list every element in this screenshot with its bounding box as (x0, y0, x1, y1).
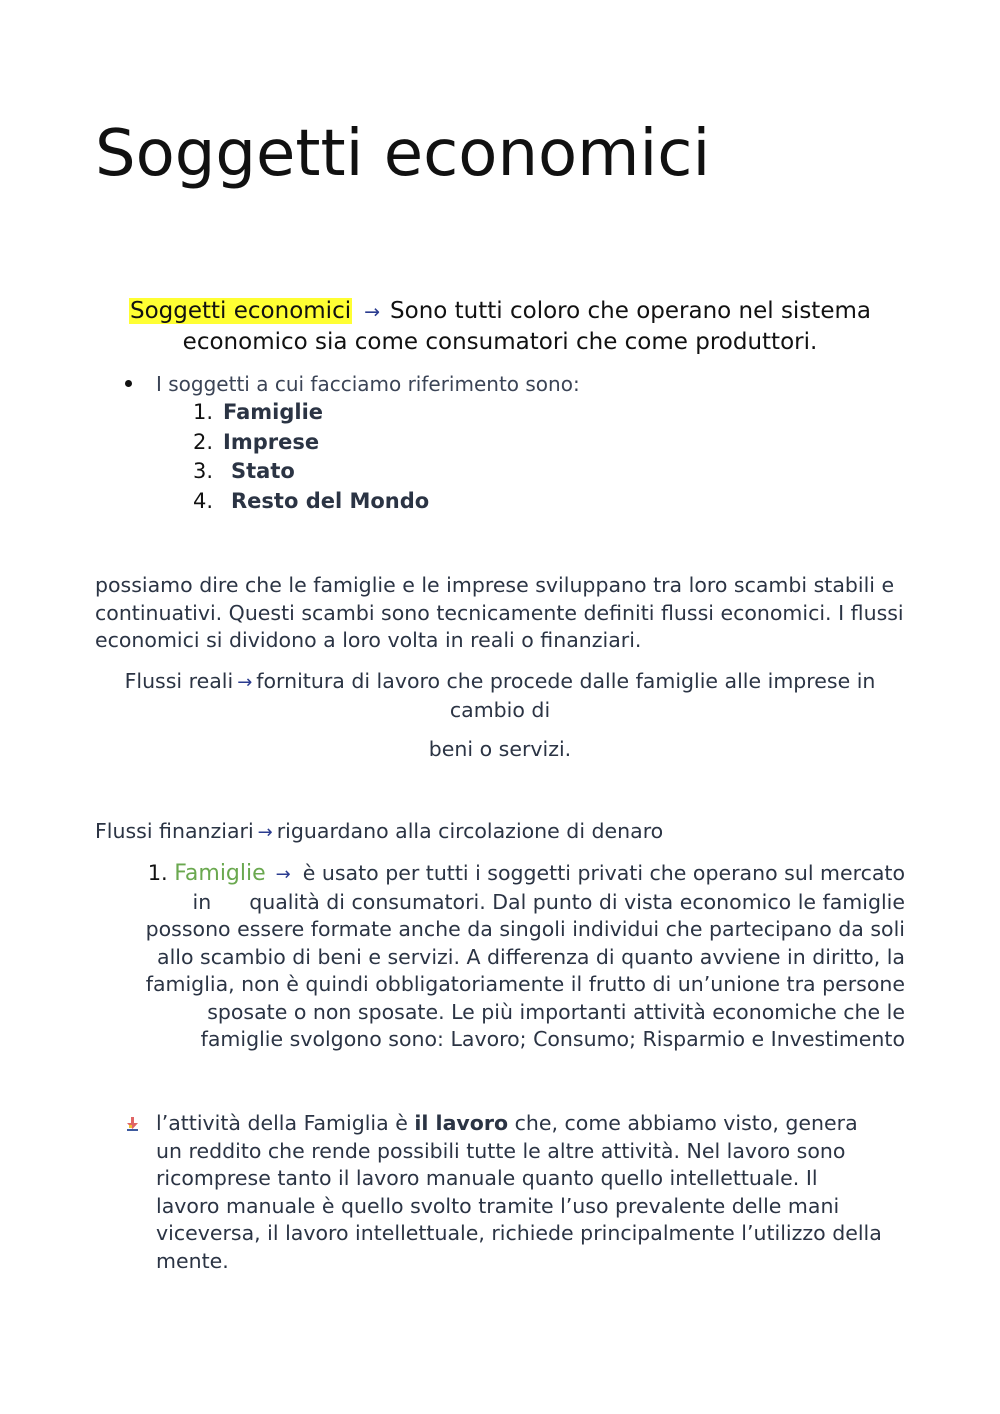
arrow-right-icon: → (275, 864, 291, 885)
lavoro-text (156, 1110, 885, 1275)
lavoro-text-after: che, come abbiamo visto, genera un reddito che rende possibili tutte le altre attività. Nel lavoro sono ricomprese tanto il lavoro manuale quanto quello intellettuale. Il lavoro manuale è quello svolto tramite l’uso prevalente delle mani viceversa, il lavoro intellettuale, richiede principalmente l’utilizzo della mente. (156, 1111, 882, 1273)
lavoro-text-before: l’attività della Famiglia è (156, 1111, 408, 1135)
bullet-dot-icon (125, 380, 132, 387)
lavoro-bold: il lavoro (414, 1111, 509, 1135)
highlighted-term: Soggetti economici (130, 298, 352, 324)
famiglie-term: Famiglie (174, 861, 266, 886)
flussi-reali-text: fornitura di lavoro che procede dalle famiglie alle imprese in cambio di (256, 669, 876, 722)
flussi-reali-label: Flussi reali (124, 669, 234, 693)
famiglie-definition (125, 860, 905, 1054)
intro-definition (95, 296, 905, 357)
list-item (193, 487, 429, 517)
lavoro-item (125, 1110, 885, 1275)
list-number: 2. (193, 429, 214, 454)
flussi-reali-continuation: beni o servizi. (428, 737, 572, 761)
list-number: 4. (193, 488, 214, 513)
list-number: 1. (193, 400, 214, 424)
list-label: Imprese (223, 429, 320, 454)
list-intro: I soggetti a cui facciamo riferimento sono: (156, 372, 580, 396)
list-label: Famiglie (223, 400, 324, 424)
page-title: Soggetti economici (95, 117, 711, 191)
list-item (193, 457, 429, 487)
list-label: Resto del Mondo (231, 488, 430, 513)
arrow-right-icon: → (364, 301, 381, 323)
task-arrow-icon (125, 1116, 141, 1132)
flussi-finanziari (95, 818, 663, 847)
bullet-item (125, 370, 580, 398)
arrow-right-icon: → (257, 822, 273, 843)
famiglie-text-a: è usato per tutti i soggetti privati che operano sul mercato in (192, 861, 905, 914)
intro-text: Sono tutti coloro che operano nel sistema economico sia come consumatori che come produttori. (182, 298, 871, 355)
list-number: 1. (147, 861, 168, 885)
list-label: Stato (231, 459, 295, 483)
flussi-reali (95, 668, 905, 724)
flussi-paragraph: possiamo dire che le famiglie e le imprese sviluppano tra loro scambi stabili e continuativi. Questi scambi sono tecnicamente definiti flussi economici. I flussi economici si dividono a loro volta in reali o finanziari. (95, 573, 904, 652)
soggetti-list (193, 398, 429, 516)
list-item (193, 398, 429, 428)
arrow-right-icon: → (237, 672, 253, 693)
flussi-finanziari-text: riguardano alla circolazione di denaro (276, 819, 664, 843)
famiglie-text-b: qualità di consumatori. Dal punto di vista economico le famiglie possono essere formate anche da singoli individui che partecipano da soli allo scambio di beni e servizi. A differenza di quanto avviene in diritto, la famiglia, non è quindi obbligatoriamente il frutto di un’unione tra persone sposate o non sposate. Le più importanti attività economiche che le famiglie svolgono sono: Lavoro; Consumo; Risparmio e Investimento (145, 889, 905, 1051)
list-number: 3. (193, 459, 214, 483)
list-item (193, 428, 429, 458)
flussi-finanziari-label: Flussi finanziari (95, 819, 254, 843)
